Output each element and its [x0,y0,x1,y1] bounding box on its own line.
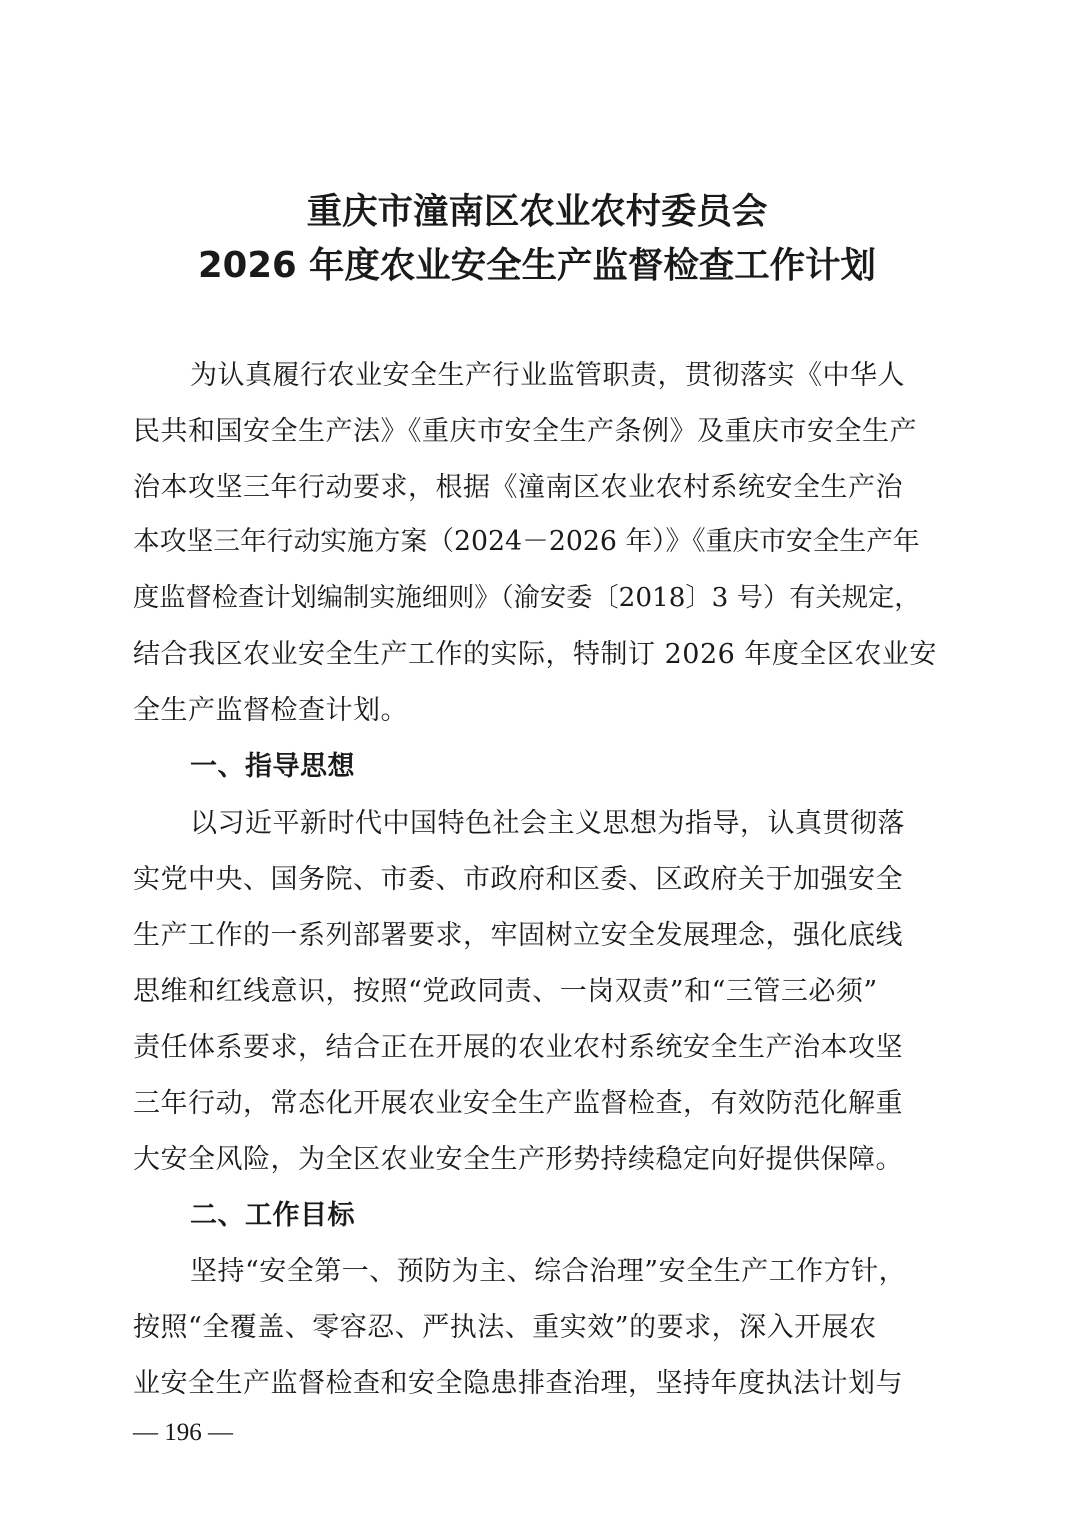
document-title-line-1: 重庆市潼南区农业农村委员会 [306,191,768,232]
intro-line: 治本攻坚三年行动要求，根据《潼南区农业农村系统安全生产治 [133,472,903,503]
section1-line: 实党中央、国务院、市委、市政府和区委、区政府关于加强安全 [133,864,903,895]
intro-line: 结合我区农业安全生产工作的实际，特制订 2026 年度全区农业安 [133,639,937,670]
intro-line: 为认真履行农业安全生产行业监管职责，贯彻落实《中华人 [190,360,905,391]
section1-line: 三年行动，常态化开展农业安全生产监督检查，有效防范化解重 [133,1088,903,1119]
intro-line: 民共和国安全生产法》《重庆市安全生产条例》及重庆市安全生产 [133,416,917,447]
section1-line: 责任体系要求，结合正在开展的农业农村系统安全生产治本攻坚 [133,1032,903,1063]
section1-line: 大安全风险，为全区农业安全生产形势持续稳定向好提供保障。 [133,1144,903,1175]
page-number: — 196 — [133,1419,233,1446]
intro-line: 全生产监督检查计划。 [133,695,408,726]
intro-line: 本攻坚三年行动实施方案（2024－2026 年）》《重庆市安全生产年 [133,526,920,557]
intro-line: 度监督检查计划编制实施细则》（渝安委〔2018〕3 号）有关规定， [133,583,921,613]
section1-line: 以习近平新时代中国特色社会主义思想为指导，认真贯彻落 [190,808,905,839]
section2-line: 按照“全覆盖、零容忍、严执法、重实效”的要求，深入开展农 [133,1312,877,1343]
document-title-line-2: 2026 年度农业安全生产监督检查工作计划 [198,245,876,286]
section-heading-guiding-ideology: 一、指导思想 [190,751,355,782]
section1-line: 生产工作的一系列部署要求，牢固树立安全发展理念，强化底线 [133,920,903,951]
section-heading-work-goals: 二、工作目标 [190,1200,355,1231]
section1-line: 思维和红线意识，按照“党政同责、一岗双责”和“三管三必须” [133,976,878,1007]
section2-line: 业安全生产监督检查和安全隐患排查治理，坚持年度执法计划与 [133,1368,903,1399]
section2-line: 坚持“安全第一、预防为主、综合治理”安全生产工作方针， [190,1256,907,1287]
